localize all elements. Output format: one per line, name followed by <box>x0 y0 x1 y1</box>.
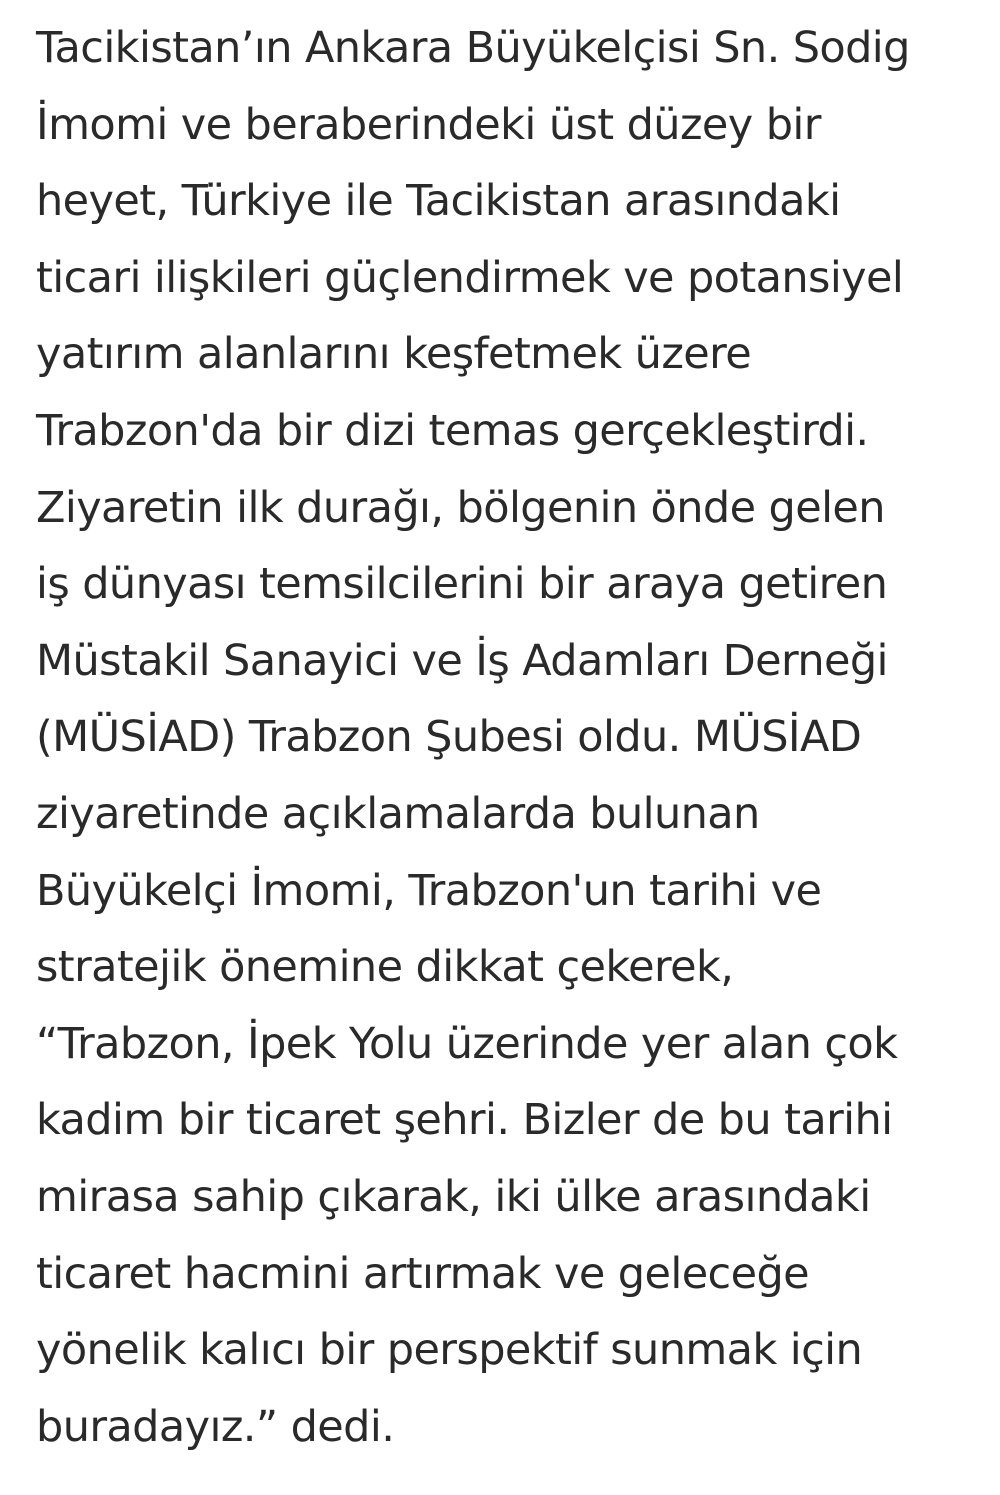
article-line-2: İmomi ve beraberindeki üst düzey bir <box>36 99 821 150</box>
article-line-9: Müstakil Sanayici ve İş Adamları Derneği <box>36 635 888 686</box>
article-line-15: kadim bir ticaret şehri. Bizler de bu tarihi <box>36 1095 893 1146</box>
article-line-19: buradayız.” dedi. <box>36 1401 395 1452</box>
article-line-1: Tacikistan’ın Ankara Büyükelçisi Sn. Sodig <box>36 23 910 73</box>
article-line-8: iş dünyası temsilcilerini bir araya getiren <box>36 559 888 610</box>
article-line-16: mirasa sahip çıkarak, iki ülke arasındaki <box>36 1171 871 1222</box>
article-line-5: yatırım alanlarını keşfetmek üzere <box>36 329 752 380</box>
article-line-11: ziyaretinde açıklamalarda bulunan <box>36 788 760 839</box>
article-line-4: ticari ilişkileri güçlendirmek ve potansiyel <box>36 252 904 303</box>
article-line-18: yönelik kalıcı bir perspektif sunmak için <box>36 1325 863 1376</box>
article-line-14: “Trabzon, İpek Yolu üzerinde yer alan çok <box>36 1018 898 1069</box>
article-line-6: Trabzon'da bir dizi temas gerçekleştirdi. <box>36 405 869 456</box>
article-line-7: Ziyaretin ilk durağı, bölgenin önde gelen <box>36 482 885 533</box>
article-line-13: stratejik önemine dikkat çekerek, <box>36 942 734 993</box>
article-line-12: Büyükelçi İmomi, Trabzon'un tarihi ve <box>36 865 822 916</box>
article-line-10: (MÜSİAD) Trabzon Şubesi oldu. MÜSİAD <box>36 712 862 763</box>
article-body <box>36 10 976 1465</box>
article-line-17: ticaret hacmini artırmak ve geleceğe <box>36 1248 809 1299</box>
article-line-3: heyet, Türkiye ile Tacikistan arasındaki <box>36 176 841 227</box>
